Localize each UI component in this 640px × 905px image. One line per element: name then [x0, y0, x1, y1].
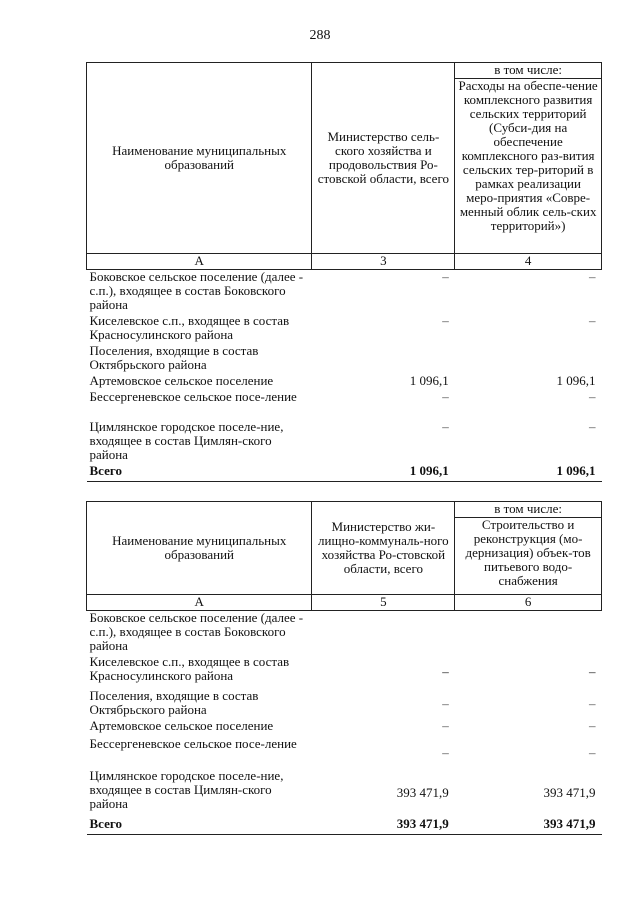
subsidy-table-agriculture: [86, 62, 602, 482]
column-header-housing-ministry: Министерство жи-лищно-коммуналь-ного хозяйства Ро-стовской области, всего: [312, 502, 455, 595]
row-name: Киселевское с.п., входящее в состав Красносулинского района: [89, 312, 290, 342]
column-header-including: в том числе:: [455, 502, 602, 518]
row-value-col4: –: [589, 312, 596, 328]
page-number: 288: [309, 28, 331, 43]
row-value-col3: [312, 344, 455, 374]
column-number-4: 4: [455, 254, 602, 270]
row-value-col4: –: [589, 269, 596, 284]
total-label: Всего: [87, 464, 312, 482]
column-header-water-supply: Строительство и реконструкция (мо-дернизация) объек-тов питьевого водо-снабжения: [455, 518, 602, 595]
row-value-col6: –: [589, 663, 596, 679]
row-name: Боковское сельское поселение (далее - с.п.), входящее в состав Боковского района: [89, 610, 304, 653]
total-value-col6: 393 471,9: [455, 817, 602, 835]
row-name: Боковское сельское поселение (далее - с.п.), входящее в состав Боковского района: [89, 269, 304, 312]
row-value-col6: –: [589, 695, 596, 711]
row-name: Поселения, входящие в состав Октябрьского района: [89, 342, 259, 372]
row-value-col3: –: [442, 388, 449, 404]
column-number-5: 5: [312, 595, 455, 611]
row-value-col6: 393 471,9: [543, 784, 596, 800]
subsidy-table-housing: [86, 501, 602, 835]
column-letter-a: А: [87, 254, 312, 270]
column-header-agriculture-ministry: Министерство сель-ского хозяйства и продовольствия Ро-стовской области, всего: [312, 63, 455, 254]
row-value-col5: 393 471,9: [396, 784, 449, 800]
row-value-col3: –: [442, 312, 449, 328]
row-value-col4: –: [589, 418, 596, 434]
row-value-col5: –: [442, 663, 449, 679]
row-value-col6: –: [589, 744, 596, 760]
row-value-col4: 1 096,1: [556, 372, 596, 388]
row-name: Бессергеневское сельское посе-ление: [89, 388, 297, 404]
row-value-col3: –: [442, 269, 449, 284]
column-letter-a: А: [87, 595, 312, 611]
row-value-col3: 1 096,1: [409, 372, 449, 388]
row-value-col5: –: [442, 717, 449, 733]
row-name: Цимлянское городское поселе-ние, входящее в состав Цимлян-ского района: [89, 418, 284, 462]
row-name: Поселения, входящие в состав Октябрьского района: [89, 687, 259, 717]
column-header-municipality: Наименование муниципальных образований: [87, 63, 312, 254]
total-value-col4: 1 096,1: [455, 464, 602, 482]
column-header-rural-development: Расходы на обеспе-чение комплексного развития сельских территорий (Субси-дия на обеспечение комплексного раз-вития сельских тер-риторий в рамках реализации меро-приятия «Совре-менный облик сель-ских территорий»): [455, 79, 602, 254]
row-value-col4: [455, 344, 602, 374]
column-number-3: 3: [312, 254, 455, 270]
row-value-col5: [312, 611, 455, 655]
row-name: Киселевское с.п., входящее в состав Красносулинского района: [89, 653, 290, 683]
row-name: Бессергеневское сельское посе-ление: [89, 735, 297, 751]
total-value-col3: 1 096,1: [312, 464, 455, 482]
row-value-col5: –: [442, 744, 449, 760]
row-value-col5: –: [442, 695, 449, 711]
total-value-col5: 393 471,9: [312, 817, 455, 835]
column-number-6: 6: [455, 595, 602, 611]
row-value-col3: –: [442, 418, 449, 434]
row-value-col4: –: [589, 388, 596, 404]
row-value-col6: –: [589, 717, 596, 733]
column-header-including: в том числе:: [455, 63, 602, 79]
total-label: Всего: [87, 817, 312, 835]
row-value-col6: [455, 611, 602, 655]
row-name: Артемовское сельское поселение: [89, 372, 274, 388]
row-name: Цимлянское городское поселе-ние, входящее в состав Цимлян-ского района: [89, 767, 284, 811]
row-name: Артемовское сельское поселение: [89, 717, 274, 733]
column-header-municipality: Наименование муниципальных образований: [87, 502, 312, 595]
